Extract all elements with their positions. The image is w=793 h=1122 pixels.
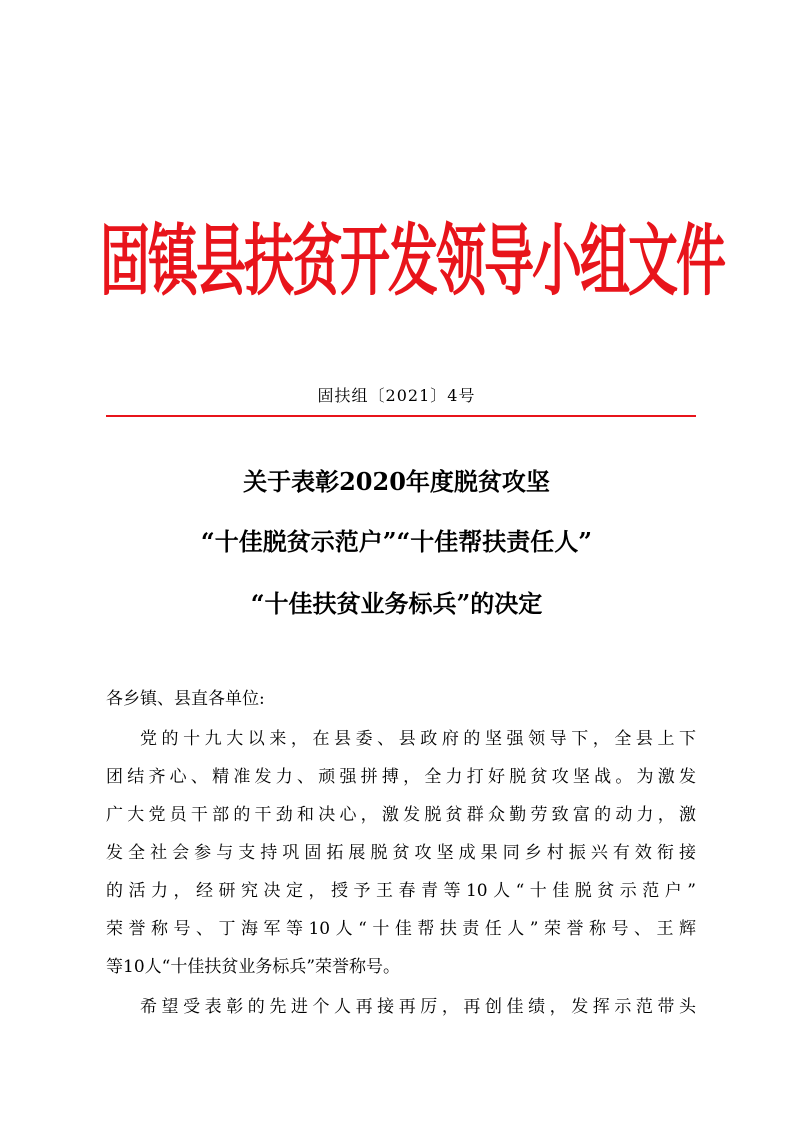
body-paragraph-1-line-6: 荣誉称号、丁海军等10人“十佳帮扶责任人”荣誉称号、王辉 (106, 919, 696, 939)
body-paragraph-1-line-3: 广大党员干部的干劲和决心，激发脱贫群众勤劳致富的动力，激 (106, 805, 696, 825)
document-title-line-1: 关于表彰2020年度脱贫攻坚 (243, 467, 550, 496)
red-divider-line (106, 415, 696, 417)
document-number: 固扶组〔2021〕4号 (317, 386, 476, 405)
addressee: 各乡镇、县直各单位: (106, 689, 265, 709)
body-paragraph-2-line-1: 希望受表彰的先进个人再接再厉，再创佳绩，发挥示范带头 (140, 997, 696, 1017)
issuer-header-title: 固镇县扶贫开发领导小组文件 (100, 214, 724, 307)
body-paragraph-1-line-1: 党的十九大以来，在县委、县政府的坚强领导下，全县上下 (140, 729, 696, 749)
document-title-line-2: “十佳脱贫示范户”“十佳帮扶责任人” (200, 527, 593, 556)
body-paragraph-1-line-4: 发全社会参与支持巩固拓展脱贫攻坚成果同乡村振兴有效衔接 (106, 843, 696, 863)
body-paragraph-1-line-7: 等10人“十佳扶贫业务标兵”荣誉称号。 (106, 957, 401, 977)
body-paragraph-1-line-2: 团结齐心、精准发力、顽强拼搏，全力打好脱贫攻坚战。为激发 (106, 767, 696, 787)
body-paragraph-1-line-5: 的活力，经研究决定，授予王春青等10人“十佳脱贫示范户” (106, 881, 696, 901)
document-title-line-3: “十佳扶贫业务标兵”的决定 (250, 589, 543, 618)
